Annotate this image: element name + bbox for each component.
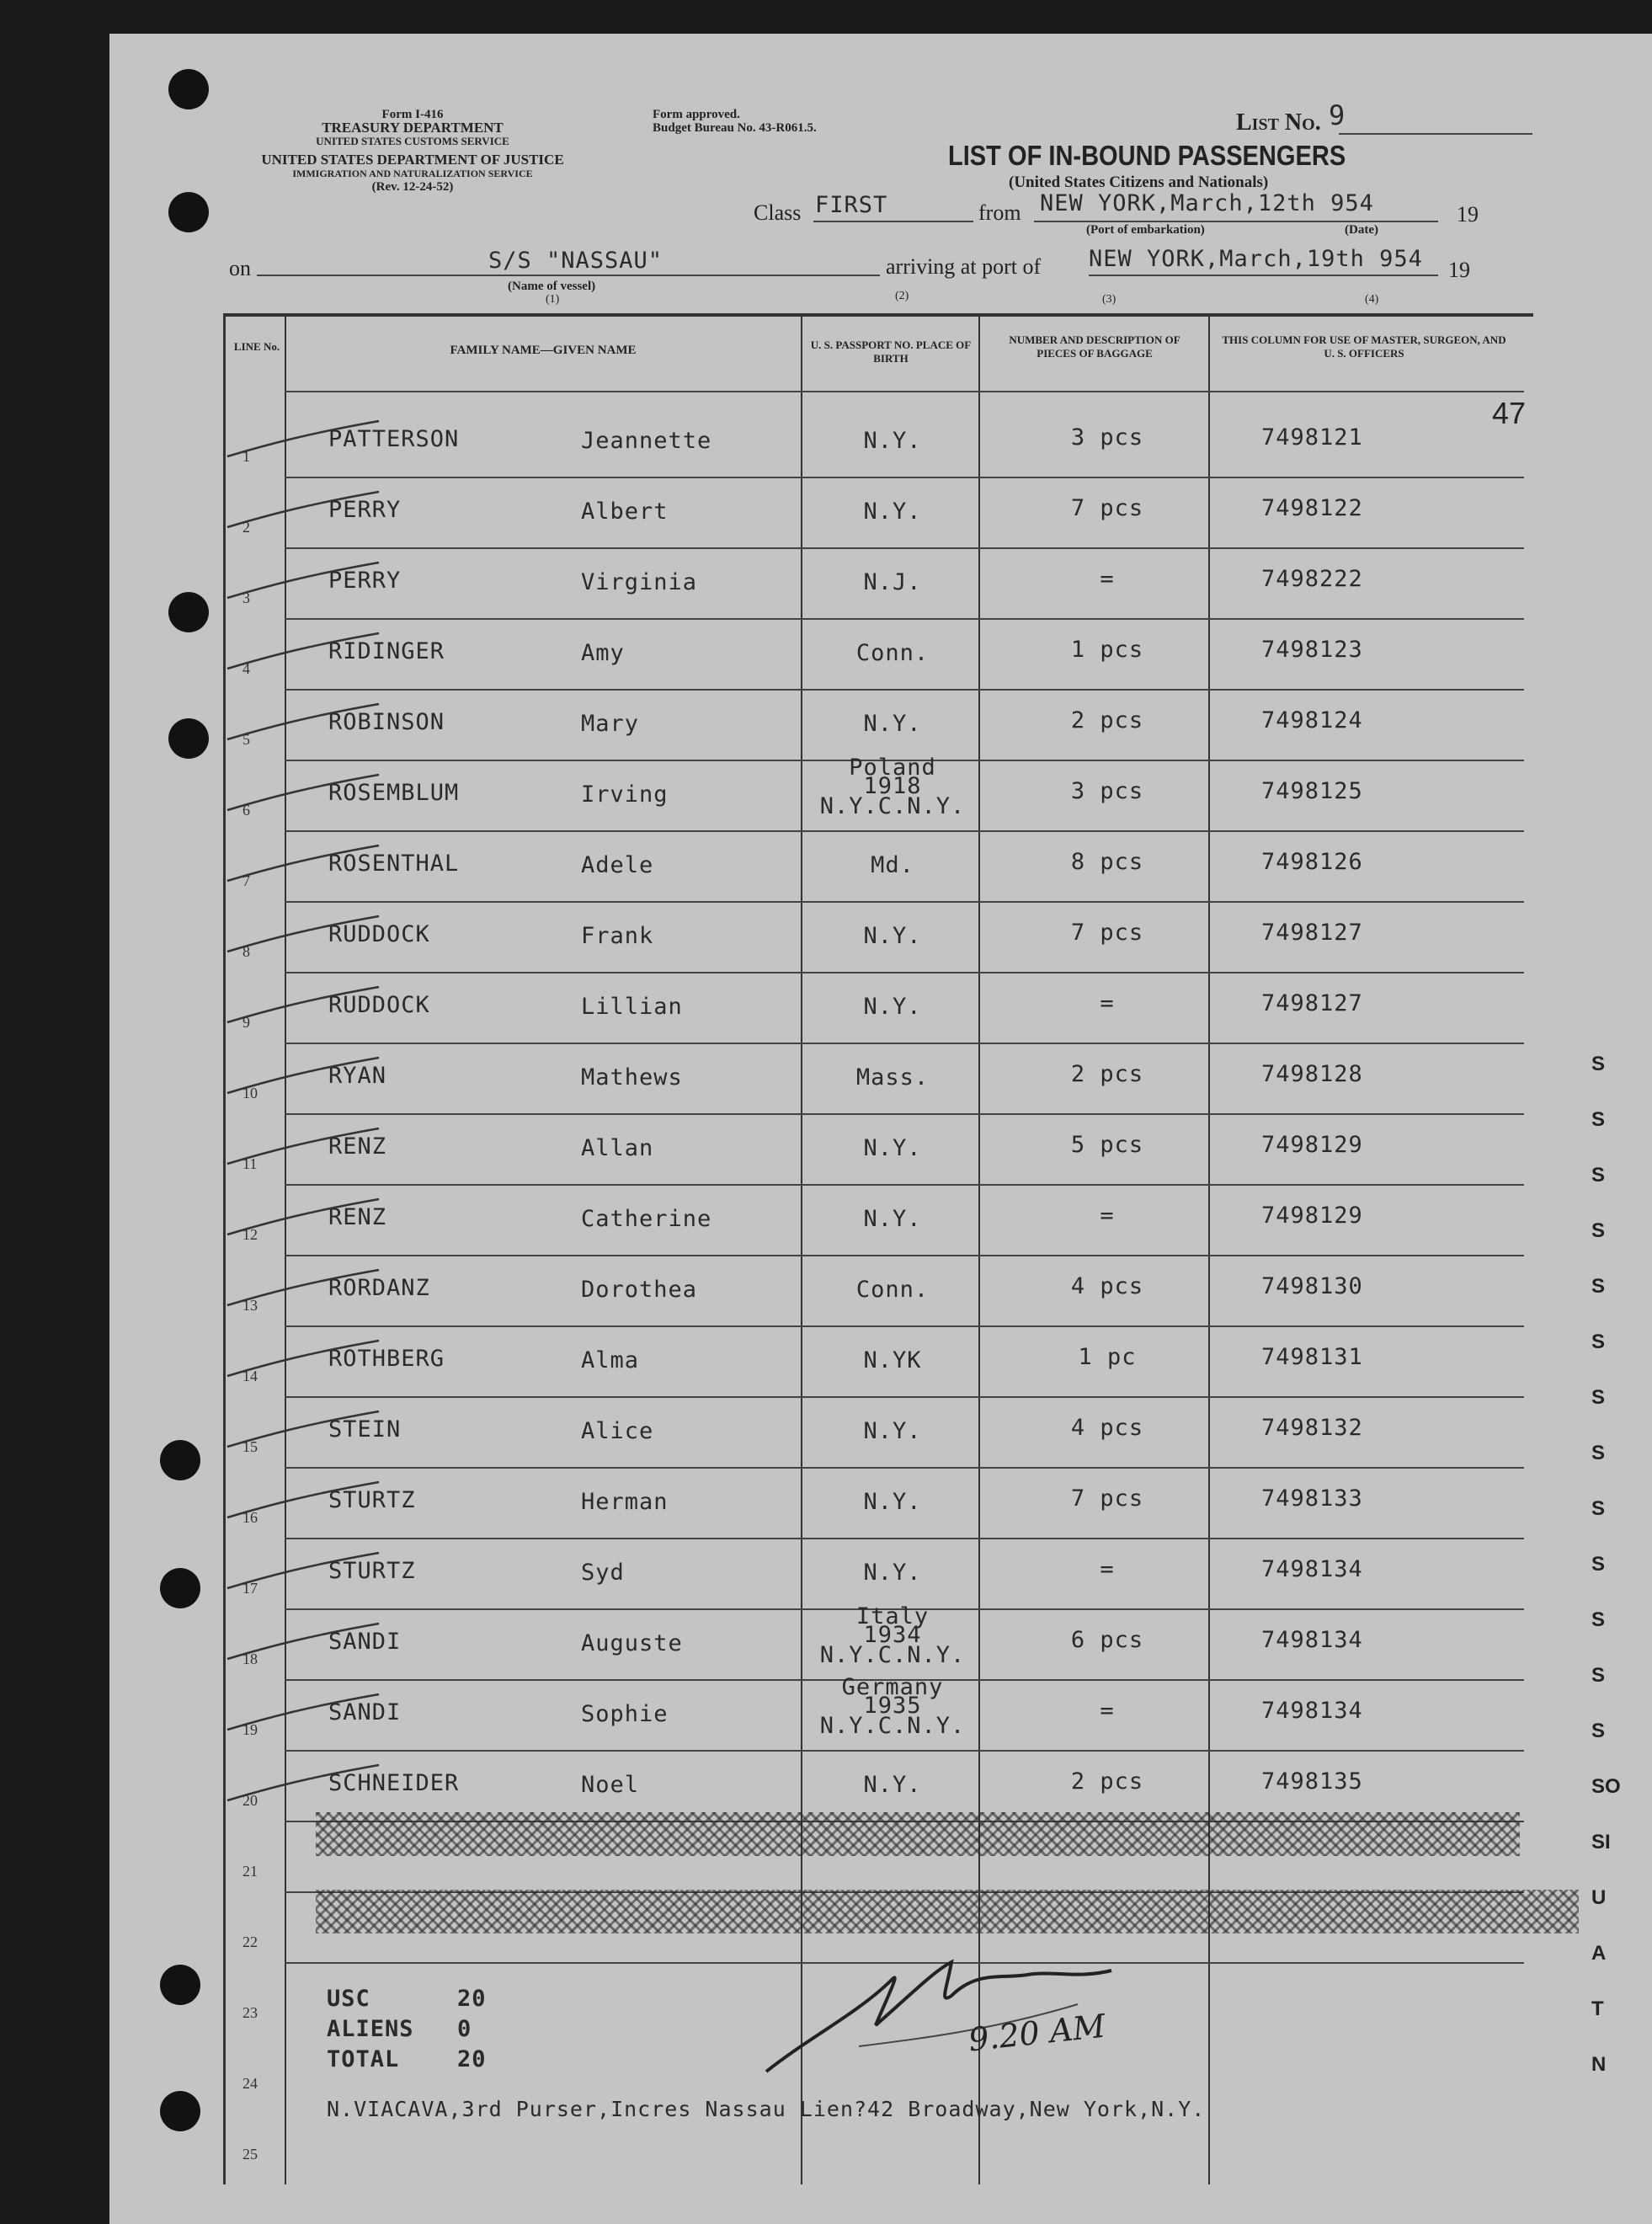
given-name: Noel bbox=[581, 1772, 640, 1798]
check-mark bbox=[219, 556, 387, 606]
check-mark bbox=[219, 414, 387, 465]
family-name: PERRY bbox=[328, 497, 402, 523]
date-caption: (Date) bbox=[1345, 223, 1378, 237]
officer-number: 7498124 bbox=[1261, 707, 1363, 733]
officer-number: 7498126 bbox=[1261, 849, 1363, 875]
family-name: ROSENTHAL bbox=[328, 851, 460, 877]
family-name: RORDANZ bbox=[328, 1275, 430, 1301]
family-name: STURTZ bbox=[328, 1558, 416, 1584]
birth-country: Italy bbox=[855, 1603, 930, 1629]
birth-place: Mass. bbox=[855, 1064, 930, 1091]
check-mark bbox=[219, 980, 387, 1031]
check-mark bbox=[219, 627, 387, 677]
line-number: 25 bbox=[242, 2146, 258, 2163]
signature-mark bbox=[758, 1945, 1196, 2080]
birth-country: Germany bbox=[841, 1674, 944, 1700]
baggage-count: 4 pcs bbox=[1070, 1415, 1144, 1441]
table-row bbox=[0, 621, 1652, 692]
from-value: NEW YORK,March,12th 954 bbox=[1040, 190, 1374, 216]
given-name: Virginia bbox=[581, 569, 698, 595]
officer-number: 7498125 bbox=[1261, 778, 1363, 804]
officer-number: 7498222 bbox=[1261, 566, 1363, 592]
baggage-count: 4 pcs bbox=[1070, 1273, 1144, 1299]
row-rule bbox=[285, 1184, 1524, 1186]
table-row bbox=[0, 692, 1652, 763]
row-rule bbox=[285, 547, 1524, 549]
check-mark bbox=[219, 1263, 387, 1314]
officer-number: 7498134 bbox=[1261, 1556, 1363, 1582]
arrival-underline bbox=[1089, 275, 1438, 276]
baggage-count: 2 pcs bbox=[1070, 1061, 1144, 1087]
birth-place: Conn. bbox=[855, 1277, 930, 1303]
birth-place: N.Y. bbox=[863, 1772, 922, 1798]
check-mark bbox=[219, 768, 387, 819]
check-mark bbox=[219, 1334, 387, 1384]
table-row bbox=[0, 1470, 1652, 1541]
edge-letter: S bbox=[1591, 1331, 1606, 1353]
line-number: 17 bbox=[242, 1580, 258, 1597]
table-row bbox=[0, 755, 1652, 834]
row-rule bbox=[285, 1750, 1524, 1752]
family-name: RENZ bbox=[328, 1133, 387, 1160]
line-number: 14 bbox=[242, 1368, 258, 1384]
punch-hole bbox=[168, 192, 209, 232]
birth-place: Md. bbox=[871, 852, 914, 878]
edge-letter: SO bbox=[1591, 1775, 1621, 1798]
col-header-baggage: NUMBER AND DESCRIPTION OF PIECES OF BAGGAGE bbox=[1009, 333, 1180, 360]
justice-dept: UNITED STATES DEPARTMENT OF JUSTICE bbox=[261, 152, 564, 168]
col-num-3: (3) bbox=[1102, 293, 1116, 306]
from-year: 19 bbox=[1457, 202, 1479, 227]
baggage-count: 2 pcs bbox=[1070, 1768, 1144, 1795]
given-name: Frank bbox=[581, 923, 654, 949]
row-rule bbox=[285, 901, 1524, 903]
officer-number: 7498127 bbox=[1261, 990, 1363, 1016]
ins-service: IMMIGRATION AND NATURALIZATION SERVICE bbox=[292, 168, 533, 179]
line-number: 7 bbox=[242, 872, 250, 889]
edge-letter: S bbox=[1591, 1497, 1606, 1520]
struck-out-entry bbox=[316, 1812, 1520, 1856]
punch-hole bbox=[168, 69, 209, 109]
baggage-count: = bbox=[1100, 990, 1115, 1016]
budget-text: Budget Bureau No. 43-R061.5. bbox=[653, 121, 817, 135]
row-rule bbox=[285, 1113, 1524, 1115]
table-row bbox=[0, 551, 1652, 621]
line-number: 21 bbox=[242, 1863, 258, 1880]
check-mark bbox=[219, 1688, 387, 1738]
officer-number: 7498135 bbox=[1261, 1768, 1363, 1795]
family-name: PATTERSON bbox=[328, 426, 460, 452]
family-name: RUDDOCK bbox=[328, 992, 430, 1018]
port-embark-caption: (Port of embarkation) bbox=[1086, 223, 1205, 237]
family-name: RUDDOCK bbox=[328, 921, 430, 947]
usc-label: USC bbox=[327, 1986, 370, 2012]
row-rule bbox=[285, 1467, 1524, 1469]
officer-number: 7498129 bbox=[1261, 1203, 1363, 1229]
form-header-left bbox=[219, 108, 606, 194]
given-name: Amy bbox=[581, 640, 625, 666]
on-label: on bbox=[229, 256, 251, 280]
baggage-count: 5 pcs bbox=[1070, 1132, 1144, 1158]
check-mark bbox=[219, 1475, 387, 1526]
officer-number: 7498130 bbox=[1261, 1273, 1363, 1299]
table-row bbox=[0, 1329, 1652, 1400]
edge-letter: A bbox=[1591, 1942, 1607, 1965]
line-number: 24 bbox=[242, 2075, 258, 2092]
table-row bbox=[0, 1187, 1652, 1258]
baggage-count: 3 pcs bbox=[1070, 778, 1144, 804]
table-top-rule bbox=[223, 313, 1533, 317]
given-name: Catherine bbox=[581, 1206, 712, 1232]
birth-place: N.J. bbox=[863, 569, 922, 595]
edge-letter: SI bbox=[1591, 1831, 1611, 1853]
col-header-passport: U. S. PASSPORT NO. PLACE OF BIRTH bbox=[810, 339, 972, 365]
birth-year: 1935 bbox=[863, 1693, 922, 1719]
given-name: Alice bbox=[581, 1418, 654, 1444]
line-number: 4 bbox=[242, 660, 250, 677]
officer-number: 7498134 bbox=[1261, 1698, 1363, 1724]
line-number: 19 bbox=[242, 1721, 258, 1738]
check-mark bbox=[219, 1192, 387, 1243]
line-number: 15 bbox=[242, 1438, 258, 1455]
row-rule bbox=[285, 972, 1524, 973]
baggage-count: 8 pcs bbox=[1070, 849, 1144, 875]
table-row bbox=[0, 975, 1652, 1046]
list-no-label: List No. bbox=[1236, 109, 1321, 136]
list-no-value: 9 bbox=[1329, 99, 1346, 131]
edge-letter: S bbox=[1591, 1053, 1606, 1075]
given-name: Mathews bbox=[581, 1064, 683, 1091]
from-label: from bbox=[978, 200, 1021, 225]
table-row bbox=[0, 1603, 1652, 1683]
birth-place: N.Y. bbox=[863, 428, 922, 454]
family-name: RENZ bbox=[328, 1204, 387, 1230]
family-name: SANDI bbox=[328, 1699, 402, 1725]
total-value: 20 bbox=[457, 2046, 487, 2072]
line-number: 20 bbox=[242, 1792, 258, 1809]
edge-letter: S bbox=[1591, 1164, 1606, 1187]
given-name: Alma bbox=[581, 1347, 640, 1373]
officer-number: 7498131 bbox=[1261, 1344, 1363, 1370]
given-name: Dorothea bbox=[581, 1277, 698, 1303]
baggage-count: = bbox=[1100, 1203, 1115, 1229]
totals-block bbox=[327, 1984, 487, 2075]
line-number: 2 bbox=[242, 519, 250, 536]
baggage-count: 1 pcs bbox=[1070, 637, 1144, 663]
birth-year: 1934 bbox=[863, 1622, 922, 1648]
edge-letter: S bbox=[1591, 1275, 1606, 1298]
baggage-count: = bbox=[1100, 1556, 1115, 1582]
line-number: 11 bbox=[242, 1155, 258, 1172]
table-row bbox=[0, 1400, 1652, 1470]
officer-number: 7498134 bbox=[1261, 1627, 1363, 1653]
officer-number: 7498127 bbox=[1261, 920, 1363, 946]
birth-place: N.YK bbox=[863, 1347, 922, 1373]
baggage-count: 1 pc bbox=[1078, 1344, 1137, 1370]
check-mark bbox=[219, 697, 387, 748]
table-row bbox=[0, 1258, 1652, 1329]
table-row bbox=[0, 904, 1652, 975]
given-name: Auguste bbox=[581, 1630, 683, 1656]
edge-letter: U bbox=[1591, 1886, 1607, 1909]
form-approval bbox=[653, 108, 817, 135]
given-name: Syd bbox=[581, 1560, 625, 1586]
baggage-count: 7 pcs bbox=[1070, 495, 1144, 521]
officer-number: 7498123 bbox=[1261, 637, 1363, 663]
given-name: Albert bbox=[581, 499, 669, 525]
list-no-underline bbox=[1339, 133, 1532, 135]
edge-letter: S bbox=[1591, 1219, 1606, 1242]
row-rule bbox=[285, 477, 1524, 478]
arrival-value: NEW YORK,March,19th 954 bbox=[1089, 246, 1423, 272]
birth-place: N.Y.C.N.Y. bbox=[819, 1713, 966, 1739]
check-mark bbox=[219, 1546, 387, 1597]
treasury-dept: TREASURY DEPARTMENT bbox=[322, 120, 504, 136]
birth-year: 1918 bbox=[863, 773, 922, 799]
family-name: ROSEMBLUM bbox=[328, 780, 460, 806]
check-mark bbox=[219, 485, 387, 536]
line-number: 8 bbox=[242, 943, 250, 960]
line-number: 5 bbox=[242, 731, 250, 748]
birth-place: N.Y. bbox=[863, 1135, 922, 1161]
check-mark bbox=[219, 1051, 387, 1101]
line-number: 22 bbox=[242, 1933, 258, 1950]
baggage-count: = bbox=[1100, 566, 1115, 592]
check-mark bbox=[219, 839, 387, 889]
baggage-count: 3 pcs bbox=[1070, 424, 1144, 451]
line-number: 18 bbox=[242, 1651, 258, 1667]
line-number: 12 bbox=[242, 1226, 258, 1243]
birth-country: Poland bbox=[849, 755, 936, 781]
table-row bbox=[0, 409, 1652, 480]
col-num-1: (1) bbox=[546, 293, 560, 306]
table-head-rule bbox=[285, 391, 1524, 392]
given-name: Adele bbox=[581, 852, 654, 878]
family-name: SCHNEIDER bbox=[328, 1770, 460, 1796]
class-label: Class bbox=[754, 200, 802, 225]
line-number: 16 bbox=[242, 1509, 258, 1526]
officer-number: 7498129 bbox=[1261, 1132, 1363, 1158]
line-number: 3 bbox=[242, 589, 250, 606]
row-rule bbox=[285, 618, 1524, 620]
birth-place: Conn. bbox=[855, 640, 930, 666]
signature-time: 9.20 AM bbox=[967, 2007, 1107, 2059]
from-underline bbox=[1034, 221, 1438, 222]
check-mark bbox=[219, 1617, 387, 1667]
birth-place: N.Y. bbox=[863, 994, 922, 1020]
table-row bbox=[0, 1674, 1652, 1753]
total-label: TOTAL bbox=[327, 2046, 400, 2072]
edge-letter: T bbox=[1591, 1997, 1604, 2020]
col-num-4: (4) bbox=[1365, 293, 1379, 306]
family-name: RYAN bbox=[328, 1063, 387, 1089]
line-number: 23 bbox=[242, 2004, 258, 2021]
birth-place: N.Y. bbox=[863, 711, 922, 737]
row-rule bbox=[285, 1325, 1524, 1327]
class-value: FIRST bbox=[815, 192, 888, 218]
approval-text: Form approved. bbox=[653, 108, 740, 121]
table-row bbox=[0, 1046, 1652, 1117]
row-rule bbox=[285, 830, 1524, 832]
form-number: Form I-416 bbox=[381, 108, 444, 121]
form-title: LIST OF IN-BOUND PASSENGERS bbox=[948, 140, 1346, 171]
given-name: Irving bbox=[581, 781, 669, 808]
birth-place: N.Y.C.N.Y. bbox=[819, 793, 966, 819]
usc-value: 20 bbox=[457, 1986, 487, 2012]
line-number: 1 bbox=[242, 448, 250, 465]
birth-place: N.Y. bbox=[863, 1418, 922, 1444]
birth-place: N.Y. bbox=[863, 1206, 922, 1232]
col-header-line: LINE No. bbox=[233, 340, 280, 353]
edge-letter: S bbox=[1591, 1553, 1606, 1576]
page-stamp: 47 bbox=[1492, 396, 1527, 430]
family-name: SANDI bbox=[328, 1629, 402, 1655]
baggage-count: = bbox=[1100, 1698, 1115, 1724]
arrival-year: 19 bbox=[1448, 258, 1470, 282]
given-name: Sophie bbox=[581, 1701, 669, 1727]
family-name: STEIN bbox=[328, 1416, 402, 1443]
family-name: ROBINSON bbox=[328, 709, 445, 735]
officer-number: 7498128 bbox=[1261, 1061, 1363, 1087]
given-name: Allan bbox=[581, 1135, 654, 1161]
family-name: PERRY bbox=[328, 568, 402, 594]
baggage-count: 2 pcs bbox=[1070, 707, 1144, 733]
table-row bbox=[0, 1541, 1652, 1612]
col-header-officers: THIS COLUMN FOR USE OF MASTER, SURGEON, AND U. S. OFFICERS bbox=[1222, 333, 1506, 360]
given-name: Jeannette bbox=[581, 428, 712, 454]
edge-letter: S bbox=[1591, 1108, 1606, 1131]
customs-service: UNITED STATES CUSTOMS SERVICE bbox=[316, 135, 509, 147]
aliens-label: ALIENS bbox=[327, 2016, 414, 2042]
birth-place: N.Y. bbox=[863, 1489, 922, 1515]
edge-letter: S bbox=[1591, 1386, 1606, 1409]
col-header-name: FAMILY NAME—GIVEN NAME bbox=[450, 344, 637, 357]
birth-place: N.Y. bbox=[863, 499, 922, 525]
row-rule bbox=[285, 1255, 1524, 1256]
table-row bbox=[0, 480, 1652, 551]
family-name: RIDINGER bbox=[328, 638, 445, 664]
family-name: ROTHBERG bbox=[328, 1346, 445, 1372]
baggage-count: 7 pcs bbox=[1070, 920, 1144, 946]
row-rule bbox=[285, 1043, 1524, 1044]
officer-number: 7498132 bbox=[1261, 1415, 1363, 1441]
form-subtitle: (United States Citizens and Nationals) bbox=[1009, 173, 1269, 191]
family-name: STURTZ bbox=[328, 1487, 416, 1513]
form-revision: (Rev. 12-24-52) bbox=[371, 180, 454, 194]
line-number: 6 bbox=[242, 802, 250, 819]
col-num-2: (2) bbox=[895, 290, 909, 302]
vessel-underline bbox=[257, 275, 880, 276]
vessel-name: S/S "NASSAU" bbox=[488, 248, 663, 274]
class-underline bbox=[813, 221, 973, 222]
birth-place: N.Y. bbox=[863, 923, 922, 949]
struck-out-entry bbox=[316, 1890, 1579, 1933]
birth-place: N.Y.C.N.Y. bbox=[819, 1642, 966, 1668]
given-name: Lillian bbox=[581, 994, 683, 1020]
aliens-value: 0 bbox=[457, 2016, 472, 2042]
edge-letter: S bbox=[1591, 1608, 1606, 1631]
row-rule bbox=[285, 1538, 1524, 1539]
check-mark bbox=[219, 1405, 387, 1455]
purser-line: N.VIACAVA,3rd Purser,Incres Nassau Lien?42 Broadway,New York,N.Y. bbox=[327, 2097, 1206, 2121]
baggage-count: 7 pcs bbox=[1070, 1485, 1144, 1512]
line-number: 9 bbox=[242, 1014, 250, 1031]
baggage-count: 6 pcs bbox=[1070, 1627, 1144, 1653]
edge-letter: S bbox=[1591, 1720, 1606, 1742]
check-mark bbox=[219, 1122, 387, 1172]
edge-letter: S bbox=[1591, 1664, 1606, 1687]
birth-place: N.Y. bbox=[863, 1560, 922, 1586]
arriving-label: arriving at port of bbox=[886, 254, 1042, 279]
row-rule bbox=[285, 689, 1524, 691]
row-rule bbox=[285, 1396, 1524, 1398]
officer-number: 7498121 bbox=[1261, 424, 1363, 451]
line-number: 13 bbox=[242, 1297, 258, 1314]
table-row bbox=[0, 1117, 1652, 1187]
vessel-caption: (Name of vessel) bbox=[508, 280, 596, 293]
edge-letter: N bbox=[1591, 2053, 1607, 2076]
given-name: Mary bbox=[581, 711, 640, 737]
officer-number: 7498133 bbox=[1261, 1485, 1363, 1512]
table-row bbox=[0, 834, 1652, 904]
line-number: 10 bbox=[242, 1085, 258, 1101]
given-name: Herman bbox=[581, 1489, 669, 1515]
check-mark bbox=[219, 909, 387, 960]
officer-number: 7498122 bbox=[1261, 495, 1363, 521]
edge-letter: S bbox=[1591, 1442, 1606, 1464]
check-mark bbox=[219, 1758, 387, 1809]
